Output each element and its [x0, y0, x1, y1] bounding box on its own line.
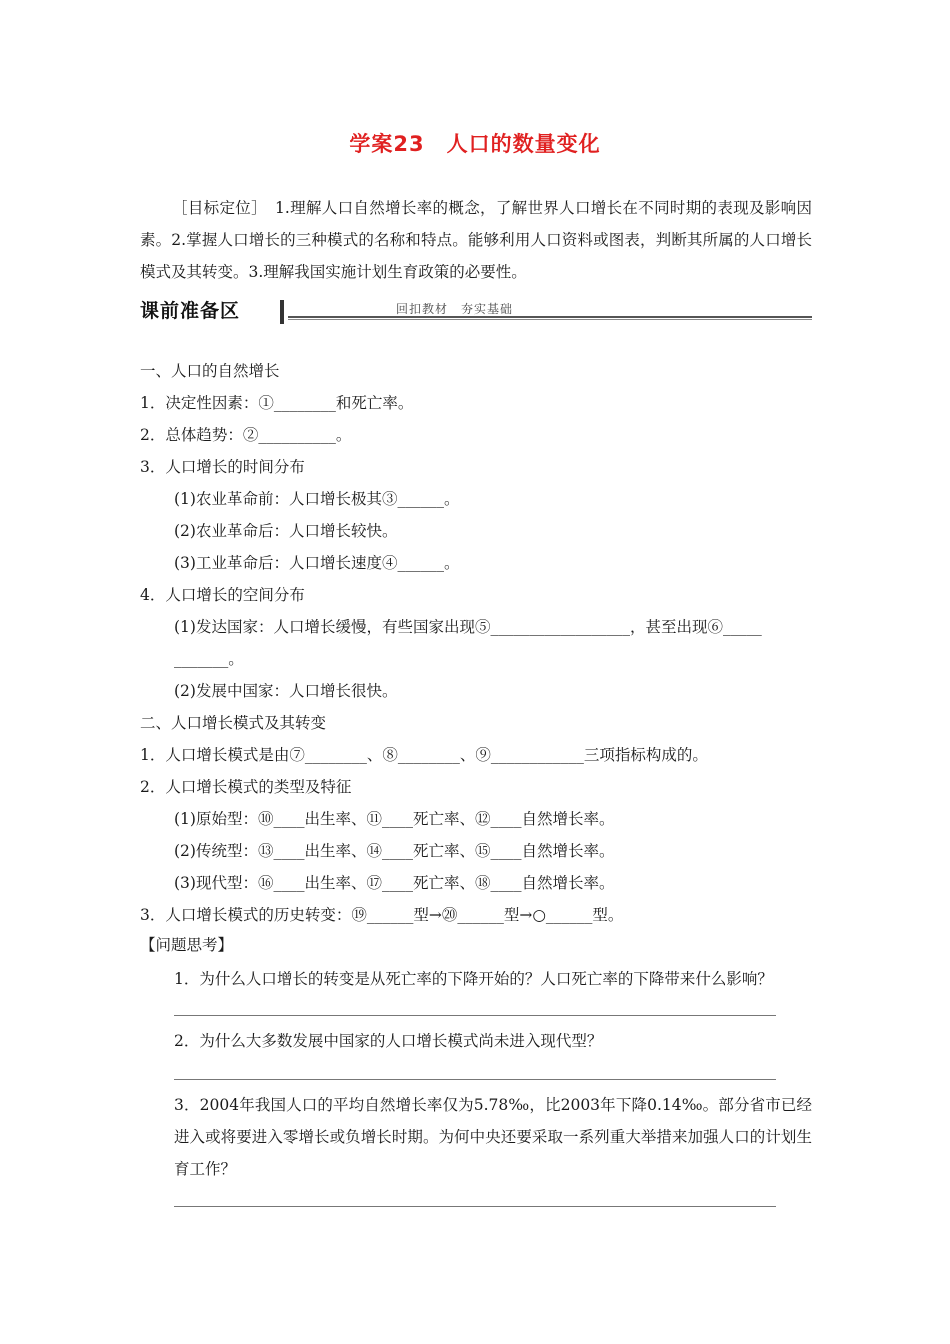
question-2: 2．为什么大多数发展中国家的人口增长模式尚未进入现代型？	[174, 1032, 603, 1050]
question-3: 3．2004年我国人口的平均自然增长率仅为5.78‰，比2003年下降0.14‰。部分省市已经进入或将要进入零增长或负增长时期。为何中央还要采取一系列重大举措来加强人口的计划生育工作？	[174, 1096, 812, 1178]
page-title: 学案23 人口的数量变化	[349, 132, 601, 156]
s1-item-3b: (2)农业革命后：人口增长较快。	[174, 522, 398, 540]
banner-divider	[280, 300, 284, 324]
s1-item-4b: (2)发展中国家：人口增长很快。	[174, 682, 398, 700]
goal-paragraph: ［目标定位］ 1.理解人口自然增长率的概念，了解世界人口增长在不同时期的表现及影响因素。2.掌握人口增长的三种模式的名称和特点。能够利用人口资料或图表，判断其所属的人口增长模式及其转变。3.理解我国实施计划生育政策的必要性。	[140, 199, 812, 281]
banner-rule	[288, 316, 812, 318]
think-heading: 【问题思考】	[140, 936, 234, 954]
question-1: 1．为什么人口增长的转变是从死亡率的下降开始的？人口死亡率的下降带来什么影响？	[174, 970, 773, 988]
s1-item-4a-cont: _______。	[174, 650, 244, 668]
s1-item-1: 1．决定性因素：①________和死亡率。	[140, 394, 414, 412]
s1-item-3c: (3)工业革命后：人口增长速度④______。	[174, 554, 460, 572]
s2-item-2c: (3)现代型：⑯____出生率、⑰____死亡率、⑱____自然增长率。	[174, 874, 615, 892]
answer-line-3[interactable]	[174, 1206, 776, 1207]
answer-line-1[interactable]	[174, 1015, 776, 1016]
s1-item-3a: (1)农业革命前：人口增长极其③______。	[174, 490, 460, 508]
s1-item-3: 3．人口增长的时间分布	[140, 458, 305, 476]
s2-item-3: 3．人口增长模式的历史转变：⑲______型→⑳______型→○______型。	[140, 906, 624, 924]
s1-item-2: 2．总体趋势：②__________。	[140, 426, 352, 444]
s1-item-4: 4．人口增长的空间分布	[140, 586, 305, 604]
section-1-heading: 一、人口的自然增长	[140, 362, 280, 380]
section-banner	[140, 298, 812, 328]
answer-line-2[interactable]	[174, 1079, 776, 1080]
section-2-heading: 二、人口增长模式及其转变	[140, 714, 327, 732]
s2-item-2a: (1)原始型：⑩____出生率、⑪____死亡率、⑫____自然增长率。	[174, 810, 615, 828]
banner-rule-thin	[288, 319, 812, 320]
s2-item-2b: (2)传统型：⑬____出生率、⑭____死亡率、⑮____自然增长率。	[174, 842, 615, 860]
s1-item-4a: (1)发达国家：人口增长缓慢，有些国家出现⑤__________________，甚至出现⑥_____	[174, 618, 762, 636]
s2-item-1: 1．人口增长模式是由⑦________、⑧________、⑨____________三项指标构成的。	[140, 746, 708, 764]
s2-item-2: 2．人口增长模式的类型及特征	[140, 778, 352, 796]
banner-subtitle: 回扣教材 夯实基础	[396, 302, 514, 316]
banner-tag: 课前准备区	[140, 300, 241, 322]
